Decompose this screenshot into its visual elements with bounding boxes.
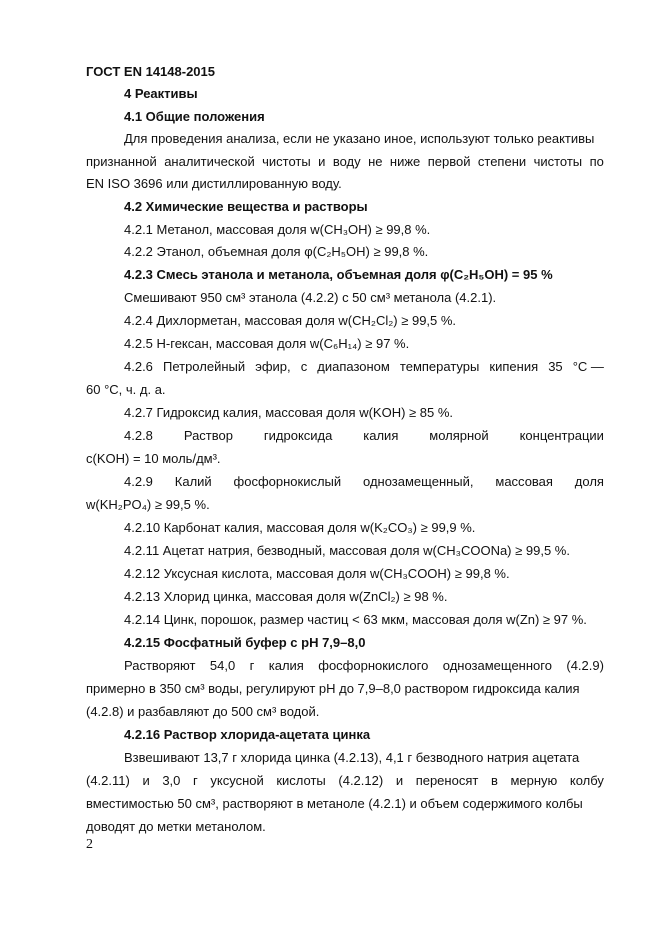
item-4-2-3-heading: 4.2.3 Смесь этанола и метанола, объемная доля φ(C₂H₅OH) = 95 % [124,267,553,282]
word: однозамещенного [442,658,552,673]
word: уксусной [210,773,264,788]
word: Растворяют [124,658,196,673]
word: 4.2.6 [124,359,153,374]
word: молярной [429,428,489,443]
word: ниже [389,154,421,169]
item-4-2-8-line-1 [124,428,604,444]
word: калия [363,428,399,443]
word: кипения [489,359,539,374]
item-4-2-13: 4.2.13 Хлорид цинка, массовая доля w(ZnCl₂) ≥ 98 %. [124,589,448,604]
item-4-2-14: 4.2.14 Цинк, порошок, размер частиц < 63 мкм, массовая доля w(Zn) ≥ 97 %. [124,612,587,627]
item-4-2-16-heading: 4.2.16 Раствор хлорида-ацетата цинка [124,727,371,742]
item-4-2-15-heading: 4.2.15 Фосфатный буфер с pH 7,9–8,0 [124,635,366,650]
word: 3,0 [162,773,181,788]
word: признанной [86,154,157,169]
item-4-2-16-line-1: Взвешивают 13,7 г хлорида цинка (4.2.13), 4,1 г безводного натрия ацетата [124,750,580,765]
word: не [368,154,383,169]
item-4-2-9-line-1 [124,474,604,490]
item-4-2-15-line-2: примерно в 350 см³ воды, регулируют pH до 7,9–8,0 раствором гидроксида калия [86,681,580,696]
word: в [490,773,498,788]
item-4-2-9-line-2: w(KH₂PO₄) ≥ 99,5 %. [86,497,210,512]
word: степени [477,154,527,169]
word: с [300,359,308,374]
word: чистоты [533,154,583,169]
word: доля [574,474,604,489]
item-4-2-15-line-1 [124,658,604,674]
section-4-1-heading: 4.1 Общие положения [124,109,265,124]
word: массовая [495,474,553,489]
word: первой [427,154,471,169]
word: концентрации [519,428,604,443]
item-4-2-8-line-2: c(KOH) = 10 моль/дм³. [86,451,221,466]
word: Раствор [183,428,233,443]
word: 35 [548,359,563,374]
word: г [193,773,198,788]
word: однозамещенный, [363,474,474,489]
word: и [318,154,326,169]
word: Петролейный [162,359,246,374]
word: чистоты [262,154,311,169]
word: 4.2.8 [124,428,153,443]
word: 4.2.9 [124,474,153,489]
word: гидроксида [263,428,333,443]
word: (4.2.12) [338,773,384,788]
item-4-2-2: 4.2.2 Этанол, объемная доля φ(C₂H₅OH) ≥ 99,8 %. [124,244,429,259]
item-4-2-3-text: Смешивают 950 см³ этанола (4.2.2) с 50 см³ метанола (4.2.1). [124,290,497,305]
word: воду [332,154,361,169]
section-4-1-line-2 [86,154,604,170]
word: переносят [415,773,479,788]
word: фосфорнокислого [318,658,429,673]
word: °С — [572,359,604,374]
word: диапазоном [317,359,390,374]
word: и [142,773,150,788]
word: эфир, [255,359,291,374]
word: фосфорнокислый [233,474,342,489]
word: температуры [399,359,480,374]
word: колбу [569,773,604,788]
word: г [249,658,255,673]
item-4-2-16-line-2 [86,773,604,789]
section-4-1-line-1: Для проведения анализа, если не указано иное, используют только реактивы [124,131,595,146]
item-4-2-11: 4.2.11 Ацетат натрия, безводный, массовая доля w(CH₃COONa) ≥ 99,5 %. [124,543,570,558]
item-4-2-6-line-2: 60 °С, ч. д. а. [86,382,166,397]
word: кислоты [276,773,326,788]
item-4-2-1: 4.2.1 Метанол, массовая доля w(CH₃OH) ≥ 99,8 %. [124,222,431,237]
word: мерную [510,773,558,788]
section-4-1-line-3: EN ISO 3696 или дистиллированную воду. [86,176,342,191]
word: (4.2.11) [86,773,130,788]
word: Калий [174,474,212,489]
section-4-heading: 4 Реактивы [124,86,198,101]
item-4-2-15-line-3: (4.2.8) и разбавляют до 500 см³ водой. [86,704,320,719]
item-4-2-10: 4.2.10 Карбонат калия, массовая доля w(K₂CO₃) ≥ 99,9 %. [124,520,476,535]
item-4-2-7: 4.2.7 Гидроксид калия, массовая доля w(KOH) ≥ 85 %. [124,405,454,420]
word: аналитической [164,154,255,169]
item-4-2-16-line-4: доводят до метки метанолом. [86,819,266,834]
item-4-2-4: 4.2.4 Дихлорметан, массовая доля w(CH₂Cl₂) ≥ 99,5 %. [124,313,457,328]
document-id: ГОСТ EN 14148-2015 [86,64,215,79]
word: 54,0 [209,658,236,673]
word: (4.2.9) [566,658,604,673]
word: по [589,154,604,169]
section-4-2-heading: 4.2 Химические вещества и растворы [124,199,368,214]
item-4-2-12: 4.2.12 Уксусная кислота, массовая доля w(CH₃COOH) ≥ 99,8 %. [124,566,510,581]
word: и [395,773,404,788]
item-4-2-5: 4.2.5 Н-гексан, массовая доля w(C₆H₁₄) ≥ 97 %. [124,336,410,351]
item-4-2-6-line-1 [124,359,604,375]
item-4-2-16-line-3: вместимостью 50 см³, растворяют в метаноле (4.2.1) и объем содержимого колбы [86,796,583,811]
word: калия [268,658,304,673]
page-number: 2 [86,837,93,852]
